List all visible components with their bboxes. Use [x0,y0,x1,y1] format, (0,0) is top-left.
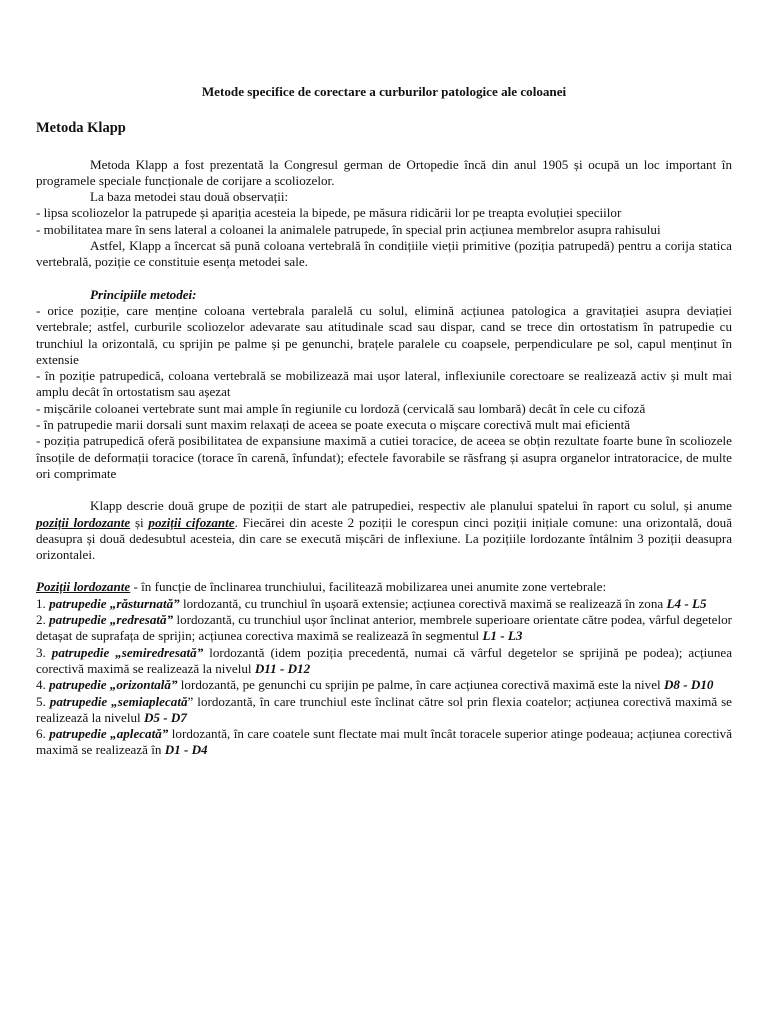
position-zone: D5 - D7 [143,709,187,725]
observation-item: - lipsa scoliozelor la patrupede și apariția acesteia la bipede, pe măsura ridicării lor pe treapta evoluției speciilor [36,205,622,221]
section-heading: Metoda Klapp [36,120,126,137]
position-name: patrupedie „răsturnată” [49,595,180,611]
intro-paragraph: Metoda Klapp a fost prezentată la Congresul german de Ortopedie încă din anul 1905 și ocupă un loc important în programele speciale funcționale de corijare a scoliozelor. [36,156,732,188]
position-text: lordozantă, cu trunchiul ușor înclinat anterior, membrele superioare orientate către podea, vârful degetelor detașat de suprafața de sprijin; acțiunea corectiva maximă se realizează în segmentul [36,612,732,644]
position-name: patrupedie „orizontală” [49,677,178,693]
position-number: 4. [36,677,50,693]
observation-item: - mobilitatea mare în sens lateral a coloanei la animalele patrupede, în special prin acțiunea membrelor asupra rahisului [36,221,661,237]
term-cifozante: poziții cifozante [148,514,235,530]
lordozante-intro [36,579,732,595]
position-name: patrupedie „semiredresată” [51,644,204,660]
position-name: patrupedie „redresată” [49,612,174,628]
position-text: ” lordozantă, în care trunchiul este înclinat către sol prin flexia coatelor; acțiunea corectivă maximă se realizează la nivelul [36,693,732,725]
observations-intro: La baza metodei stau două observații: [90,189,289,205]
lordozante-heading-rest: - în funcție de înclinarea trunchiului, facilitează mobilizarea unei anumite zone vertebrale: [130,579,607,595]
position-number: 3. [36,644,52,660]
position-number: 1. [36,595,50,611]
position-item [36,694,732,727]
groups-paragraph [36,498,732,563]
position-item [36,677,732,693]
groups-text: și [130,514,149,530]
groups-text: Klapp descrie două grupe de poziții de start ale patrupediei, respectiv ale planului spatelui în raport cu solul, și anume [90,498,732,514]
position-number: 2. [36,612,50,628]
position-text: lordozantă, în care coatele sunt flectate mai mult încât toracele superior atinge podeaua; acțiunea corectivă maximă se realizează în [36,726,732,758]
principle-item: - în poziție patrupedică, coloana vertebrală se mobilizează mai ușor lateral, inflexiunile corectoare se realizează activ și mult mai amplu decât în ortostatism sau așezat [36,368,732,400]
position-zone: L1 - L3 [482,628,523,644]
position-zone: D8 - D10 [663,677,714,693]
principle-item: - mișcările coloanei vertebrate sunt mai ample în regiunile cu lordoză (cervicală sau lombară) decât în cele cu cifoză [36,400,646,416]
principle-item: - poziția patrupedică oferă posibilitatea de expansiune maximă a cutiei toracice, de aceea se obțin rezultate foarte bune în scoliozele însoțile de deformații toracice (torace în carenă, înfundat); efectele favorabile se răsfrang și asupra organelor intratoracice, de multe ori comprimate [36,433,732,481]
principle-item: - orice poziție, care menține coloana vertebrala paralelă cu solul, elimină acțiunea patologica a gravitației asupra deviației vertebrale; astfel, curburile scoliozelor adevarate sau atitudinale scad sau dispar, cand se trece din ortostatism în patrupedie cu trunchiul la orizontală, cu sprijin pe palme și pe genunchi, brațele paralele cu coapsele, perpendiculare pe sol, capul menținut în extensie [36,302,732,367]
intro-conclusion: Astfel, Klapp a încercat să pună coloana vertebrală în condițiile vieții primitive (poziția patrupedă) pentru a corija statica vertebrală, poziție ce constituie esența metodei sale. [36,238,732,270]
groups-text: . Fiecărei din aceste 2 poziții le corespun cinci poziții inițiale comune: una orizontală, două deasupra și două dedesubtul acesteia, din care se execută mișcări de inflexiune. La pozițiile lordozante întâlnim 3 poziții deasupra orizontalei. [36,514,733,563]
position-item [36,612,732,645]
document-title: Metode specifice de corectare a curburilor patologice ale coloanei [201,84,567,99]
position-number: 5. [36,693,50,709]
position-item [36,645,732,678]
position-item [36,726,732,759]
term-lordozante: poziții lordozante [36,514,131,530]
position-zone: L4 - L5 [666,595,707,611]
position-name: patrupedie „aplecată” [49,726,169,742]
position-number: 6. [36,726,50,742]
position-text: lordozantă (idem poziția precedentă, numai că vârful degetelor se sprijină pe podea); acțiunea corectivă maximă se realizează la nivelul [36,644,733,676]
lordozante-heading: Poziții lordozante [36,579,131,595]
position-name: patrupedie „semiaplecată [49,693,188,709]
position-item [36,596,732,612]
principles-heading: Principiile metodei: [90,286,197,302]
principle-item: - în patrupedie marii dorsali sunt maxim relaxați de aceea se poate executa o mișcare corectivă mult mai eficientă [36,417,631,433]
position-text: lordozantă, pe genunchi cu sprijin pe palme, în care acțiunea corectivă maximă este la nivel [177,677,664,693]
position-zone: D1 - D4 [164,742,208,758]
position-zone: D11 - D12 [254,660,311,676]
position-text: lordozantă, cu trunchiul în ușoară extensie; acțiunea corectivă maximă se realizează în zona [179,595,667,611]
